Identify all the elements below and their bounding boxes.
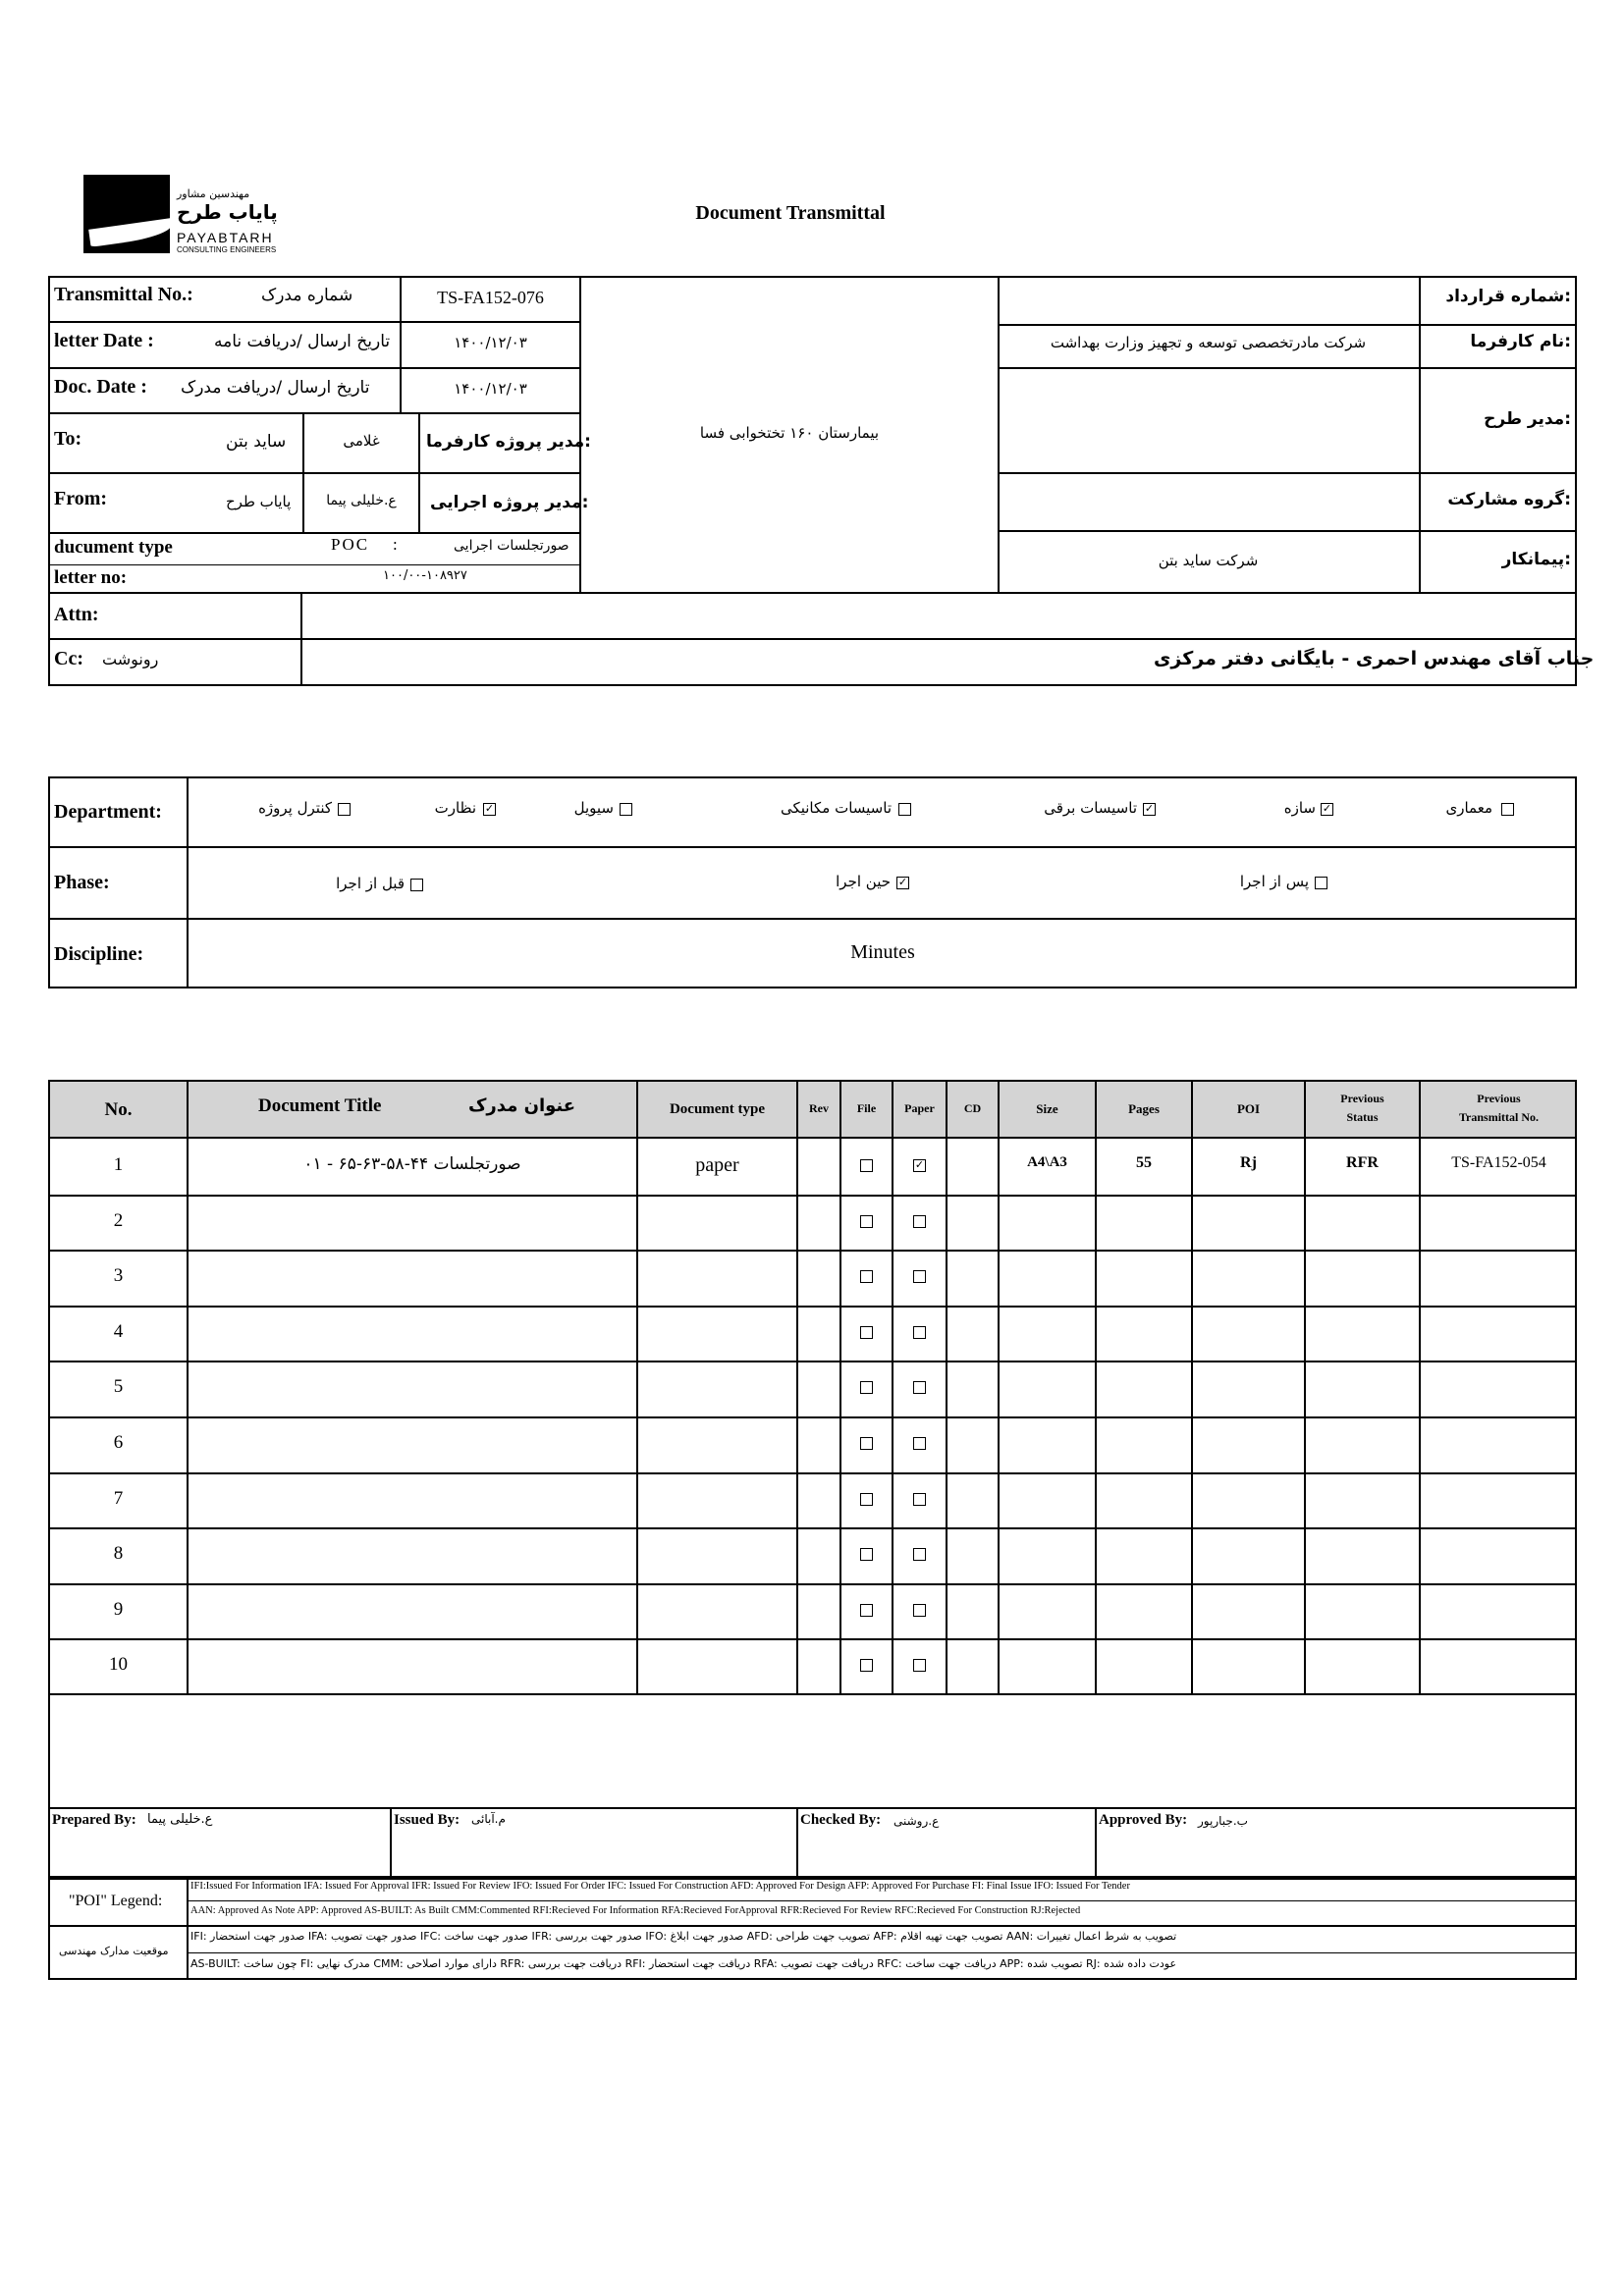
poi-legend-line4: AS-BUILT: چون ساخت FI: مدرک نهایی CMM: دارای موارد اصلاحی RFR: دریافت جهت بررسی RFI: دریافت جهت استحضار RFA: دریافت جهت تصویب RFC: دریافت جهت ساخت APP: تصویب شده RJ: عودت داده شده xyxy=(190,1957,1177,1970)
dept-checkbox-structure[interactable]: ✓ xyxy=(1322,802,1332,815)
row-no: 8 xyxy=(113,1543,124,1564)
col-header-no: No. xyxy=(104,1099,133,1120)
transmittal-no-label-fa: شماره مدرک xyxy=(261,286,353,305)
file-checkbox[interactable] xyxy=(860,1326,873,1339)
contract-no-label: شماره قرارداد: xyxy=(1445,287,1571,306)
logo-en-sub: CONSULTING ENGINEERS xyxy=(177,245,277,254)
col-header-doc-type: Document type xyxy=(669,1101,766,1117)
dept-checkbox-supervision[interactable]: ✓ xyxy=(484,802,495,815)
dept-label-structure: سازه xyxy=(1283,799,1316,817)
contractor-label: پیمانکار: xyxy=(1501,550,1571,569)
paper-checkbox[interactable] xyxy=(913,1437,926,1450)
paper-checkbox[interactable] xyxy=(913,1326,926,1339)
table-row xyxy=(48,1527,1577,1583)
discipline-label: Discipline: xyxy=(54,943,144,965)
col-header-paper: Paper xyxy=(904,1101,935,1115)
row-doc-type: paper xyxy=(695,1154,739,1176)
dept-label-civil: سیویل xyxy=(573,799,614,817)
row-pages: 55 xyxy=(1136,1154,1152,1171)
col-header-pages: Pages xyxy=(1128,1101,1160,1116)
file-checkbox[interactable] xyxy=(860,1159,873,1172)
table-row xyxy=(48,1361,1577,1416)
phase-label-after: پس از اجرا xyxy=(1239,873,1309,890)
letter-no-value: ۱۰۰/۰۰-۱۰۸۹۲۷ xyxy=(383,568,467,583)
dept-checkbox-project-control[interactable] xyxy=(338,803,351,816)
discipline-value: Minutes xyxy=(850,941,915,963)
file-checkbox[interactable] xyxy=(860,1493,873,1506)
letter-no-label: letter no: xyxy=(54,567,128,588)
phase-label-before: قبل از اجرا xyxy=(336,875,405,892)
exec-pm-label: مدیر پروژه اجرایی: xyxy=(430,493,589,512)
dept-label-project-control: کنترل پروژه xyxy=(258,799,332,817)
row-no: 1 xyxy=(113,1154,124,1175)
client-pm-label: مدیر پروژه کارفرما: xyxy=(426,432,591,452)
file-checkbox[interactable] xyxy=(860,1270,873,1283)
paper-checkbox[interactable]: ✓ xyxy=(914,1158,925,1171)
dept-label-mechanical: تاسیسات مکانیکی xyxy=(780,799,892,817)
document-type-label: ducument type xyxy=(54,537,173,558)
logo-fa-small: مهندسین مشاور xyxy=(177,187,250,200)
poi-legend-line3: IFI: صدور جهت استحضار IFA: صدور جهت تصویب IFC: صدور جهت ساخت IFR: صدور جهت بررسی IFO: صدور جهت ابلاغ AFD: تصویب جهت طراحی AFP: تصویب جهت تهیه اقلام AAN: تصویب به شرط اعمال تغییرات xyxy=(190,1930,1177,1943)
col-header-prev-trans-2: Transmittal No. xyxy=(1458,1110,1540,1124)
logo-fa-name: پایاب طرح xyxy=(177,200,278,224)
approved-by-value: ب.جبارپور xyxy=(1198,1814,1248,1828)
to-value: ساید بتن xyxy=(226,432,287,452)
from-label: From: xyxy=(54,488,108,509)
dept-checkbox-electrical[interactable]: ✓ xyxy=(1144,802,1155,815)
col-header-file: File xyxy=(856,1101,877,1115)
table-row xyxy=(48,1638,1577,1694)
col-header-prev-status-2: Status xyxy=(1346,1110,1379,1124)
doc-date-label-fa: تاریخ ارسال /دریافت مدرک xyxy=(181,378,370,398)
table-row xyxy=(48,1195,1577,1251)
poi-legend-line1: IFI:Issued For Information IFA: Issued For Approval IFR: Issued For Review IFO: Issued For Order IFC: Issued For Construction AFD: Approved For Design AFP: Approved For Purchase FI: Final Issue IFO: Issued For Tender xyxy=(190,1881,1130,1892)
client-pm-value: غلامی xyxy=(343,432,380,450)
document-type-code: POC xyxy=(331,535,370,554)
dept-checkbox-mechanical[interactable] xyxy=(898,803,911,816)
letter-date-label-fa: تاریخ ارسال /دریافت نامه xyxy=(214,332,391,351)
file-checkbox[interactable] xyxy=(860,1548,873,1561)
row-no: 2 xyxy=(113,1210,124,1231)
table-row xyxy=(48,1250,1577,1306)
cc-label: Cc: xyxy=(54,648,83,669)
col-header-prev-status-1: Previous xyxy=(1340,1092,1384,1105)
table-row xyxy=(48,1416,1577,1472)
page-title: Document Transmittal xyxy=(695,202,886,224)
file-checkbox[interactable] xyxy=(860,1215,873,1228)
poi-legend-line2: AAN: Approved As Note APP: Approved AS-BUILT: As Built CMM:Commented RFI:Recieved For Information RFA:Recieved ForApproval RFR:Recieved For Review RFC:Recieved For Construction RJ:Rejected xyxy=(190,1905,1081,1916)
file-checkbox[interactable] xyxy=(860,1437,873,1450)
row-no: 7 xyxy=(113,1488,124,1509)
transmittal-no-label: Transmittal No.: xyxy=(54,284,193,305)
letter-date-value: ۱۴۰۰/۱۲/۰۳ xyxy=(454,334,527,351)
designer-label: مدیر طرح: xyxy=(1484,409,1571,429)
prepared-by-value: ع.خلیلی پیما xyxy=(147,1812,213,1827)
transmittal-no-value: TS-FA152-076 xyxy=(437,288,544,307)
file-checkbox[interactable] xyxy=(860,1604,873,1617)
attn-label: Attn: xyxy=(54,604,99,625)
row-prev-status: RFR xyxy=(1346,1154,1379,1171)
col-header-title-en: Document Title xyxy=(258,1095,382,1116)
row-prev-trans: TS-FA152-054 xyxy=(1451,1154,1546,1171)
col-header-rev: Rev xyxy=(809,1101,829,1115)
paper-checkbox[interactable] xyxy=(913,1270,926,1283)
row-no: 5 xyxy=(113,1376,124,1397)
row-no: 6 xyxy=(113,1432,124,1453)
client-label: نام کارفرما: xyxy=(1470,332,1571,351)
col-header-cd: CD xyxy=(963,1101,982,1115)
file-checkbox[interactable] xyxy=(860,1659,873,1672)
paper-checkbox[interactable] xyxy=(913,1381,926,1394)
prepared-by-label: Prepared By: xyxy=(52,1812,136,1828)
partner-label: گروه مشارکت: xyxy=(1447,490,1571,509)
table-row xyxy=(48,1583,1577,1639)
doc-date-value: ۱۴۰۰/۱۲/۰۳ xyxy=(454,380,527,398)
logo-en-name: PAYABTARH xyxy=(177,230,274,245)
file-checkbox[interactable] xyxy=(860,1381,873,1394)
col-header-size: Size xyxy=(1036,1101,1058,1116)
cc-label-fa: رونوشت xyxy=(102,650,159,668)
cc-value: جناب آقای مهندس احمری - بایگانی دفتر مرکزی xyxy=(1154,648,1595,669)
paper-checkbox[interactable] xyxy=(913,1604,926,1617)
from-value: پایاب طرح xyxy=(226,493,292,510)
to-label: To: xyxy=(54,428,82,450)
row-no: 4 xyxy=(113,1321,124,1342)
exec-pm-value: ع.خلیلی پیما xyxy=(326,493,397,508)
col-header-poi: POI xyxy=(1236,1101,1261,1116)
col-header-title-fa: عنوان مدرک xyxy=(468,1095,576,1116)
phase-label-during: حین اجرا xyxy=(836,873,891,890)
poi-legend-label: "POI" Legend: xyxy=(69,1893,163,1909)
row-poi: Rj xyxy=(1240,1154,1257,1171)
checked-by-value: ع.روشنی xyxy=(893,1814,940,1828)
doc-date-label: Doc. Date : xyxy=(54,376,147,398)
paper-checkbox[interactable] xyxy=(913,1548,926,1561)
legend-fa-label: موقعیت مدارک مهندسی xyxy=(59,1945,169,1957)
table-row xyxy=(48,1472,1577,1528)
department-label: Department: xyxy=(54,801,162,823)
dept-checkbox-architecture[interactable] xyxy=(1501,803,1514,816)
approved-by-label: Approved By: xyxy=(1099,1812,1188,1828)
document-type-colon: : xyxy=(393,535,398,554)
row-title: صورتجلسات ۴۴-۵۸-۶۳-۶۵ - ۰۱ xyxy=(303,1154,521,1174)
phase-checkbox-during[interactable]: ✓ xyxy=(897,876,908,888)
contractor-value: شرکت ساید بتن xyxy=(1158,552,1259,569)
dept-checkbox-civil[interactable] xyxy=(620,803,632,816)
issued-by-value: م.آبائی xyxy=(471,1812,506,1826)
paper-checkbox[interactable] xyxy=(913,1215,926,1228)
issued-by-label: Issued By: xyxy=(394,1812,460,1828)
document-type-value: صورتجلسات اجرایی xyxy=(454,538,569,554)
paper-checkbox[interactable] xyxy=(913,1493,926,1506)
phase-label: Phase: xyxy=(54,872,110,893)
row-no: 10 xyxy=(109,1654,128,1675)
paper-checkbox[interactable] xyxy=(913,1659,926,1672)
phase-checkbox-after[interactable] xyxy=(1315,877,1327,889)
dept-label-architecture: معماری xyxy=(1445,799,1492,817)
company-logo-mark xyxy=(83,175,170,253)
row-no: 3 xyxy=(113,1265,124,1286)
phase-checkbox-before[interactable] xyxy=(410,879,423,891)
checked-by-label: Checked By: xyxy=(800,1812,882,1828)
table-row xyxy=(48,1306,1577,1362)
project-name: بیمارستان ۱۶۰ تختخوابی فسا xyxy=(699,424,880,442)
client-value: شرکت مادرتخصصی توسعه و تجهیز وزارت بهداشت xyxy=(1050,334,1367,351)
letter-date-label: letter Date : xyxy=(54,330,154,351)
row-no: 9 xyxy=(113,1599,124,1620)
dept-label-supervision: نظارت xyxy=(434,799,476,817)
row-size: A4\A3 xyxy=(1027,1154,1067,1170)
col-header-prev-trans-1: Previous xyxy=(1477,1092,1521,1105)
dept-label-electrical: تاسیسات برقی xyxy=(1044,799,1137,817)
